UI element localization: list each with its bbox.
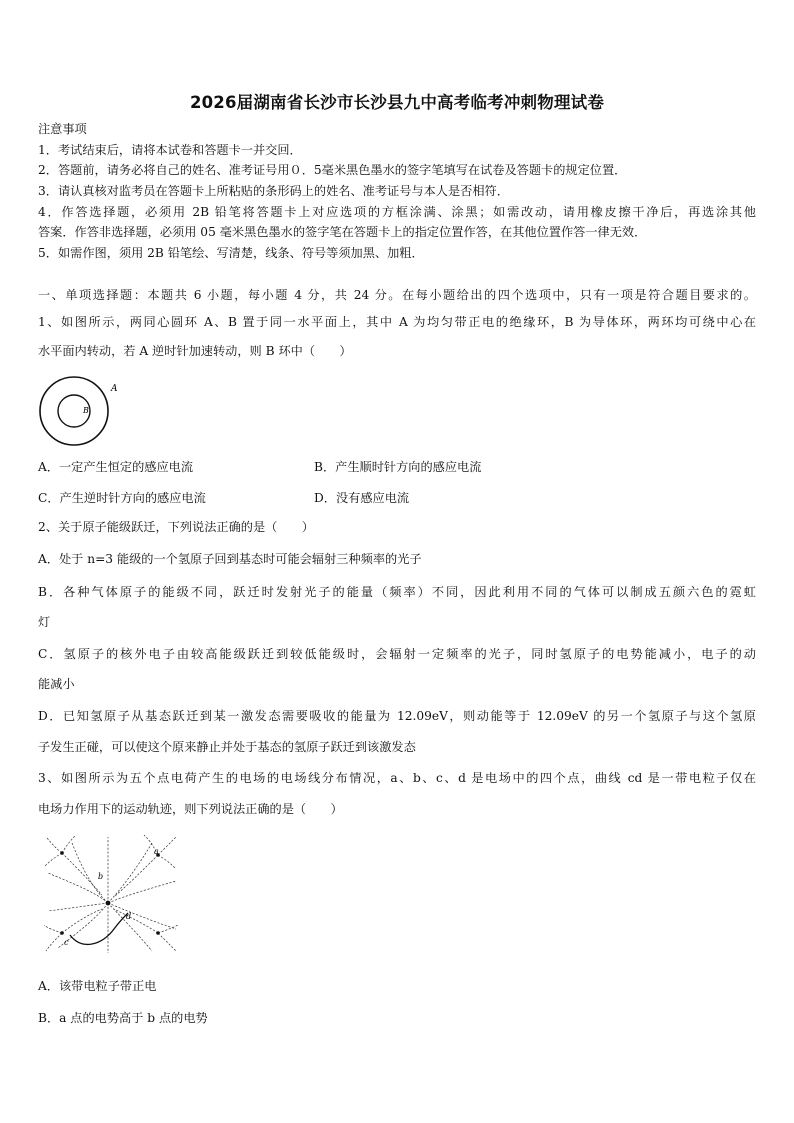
note-item-2: 2．答题前，请务必将自己的姓名、准考证号用０．5毫米黑色墨水的签字笔填写在试卷及答题卡的规定位置．: [38, 163, 627, 177]
question-1-option-c: C．产生逆时针方向的感应电流: [38, 491, 206, 505]
question-1-stem-line-2: 水平面内转动，若 A 逆时针加速转动，则 B 环中（ ）: [38, 344, 352, 358]
question-1-option-d: D．没有感应电流: [314, 491, 410, 505]
section-heading: 一、单项选择题：本题共 6 小题，每小题 4 分，共 24 分。在每小题给出的四个选项中，只有一项是符合题目要求的。: [38, 288, 756, 302]
point-a-label: a: [154, 847, 159, 856]
page-title: 2026届湖南省长沙市长沙县九中高考临考冲刺物理试卷: [189, 93, 605, 112]
ring-a: [40, 377, 108, 445]
question-3-option-a: A．该带电粒子带正电: [38, 979, 157, 993]
note-item-4-line-2: 答案．作答非选择题，必须用 05 毫米黑色墨水的签字笔在答题卡上的指定位置作答，在其他位置作答一律无效．: [38, 225, 647, 239]
note-item-3: 3．请认真核对监考员在答题卡上所粘贴的条形码上的姓名、准考证号与本人是否相符．: [38, 184, 509, 198]
question-3-stem-line-2: 电场力作用下的运动轨迹，则下列说法正确的是（ ）: [38, 802, 343, 816]
notes-heading: 注意事项: [38, 122, 87, 136]
particle-trajectory: [70, 913, 128, 944]
concentric-rings-figure: [38, 374, 124, 448]
question-2-option-c-line-1: C．氢原子的核外电子由较高能级跃迁到较低能级时，会辐射一定频率的光子，同时氢原子的电势能减小，电子的动: [38, 647, 756, 661]
question-1-stem-line-1: 1、如图所示，两同心圆环 A、B 置于同一水平面上，其中 A 为均匀带正电的绝缘环，B 为导体环，两环均可绕中心在: [38, 315, 756, 329]
question-1-option-b: B．产生顺时针方向的感应电流: [314, 460, 482, 474]
question-3-stem-line-1: 3、如图所示为五个点电荷产生的电场的电场线分布情况，a、b、c、d 是电场中的四个点，曲线 cd 是一带电粒子仅在: [38, 771, 756, 785]
point-c-label: c: [64, 938, 69, 947]
question-2-option-d-line-1: D．已知氢原子从基态跃迁到某一激发态需要吸收的能量为 12.09eV，则动能等于 12.09eV 的另一个氢原子与这个氢原: [38, 709, 756, 723]
question-3-option-b: B．a 点的电势高于 b 点的电势: [38, 1011, 208, 1025]
central-charge: [106, 901, 111, 906]
note-item-4-line-1: 4．作答选择题，必须用 2B 铅笔将答题卡上对应选项的方框涂满、涂黑；如需改动，请用橡皮擦干净后，再选涂其他: [38, 205, 756, 219]
point-d-label: d: [126, 912, 132, 921]
question-2-option-b-line-2: 灯: [38, 615, 51, 629]
ring-b-label: B: [83, 406, 89, 415]
question-2-option-b-line-1: B．各种气体原子的能级不同，跃迁时发射光子的能量（频率）不同，因此利用不同的气体可以制成五颜六色的霓虹: [38, 585, 756, 599]
ring-a-label: A: [111, 384, 118, 394]
note-item-1: 1．考试结束后，请将本试卷和答题卡一并交回．: [38, 143, 302, 157]
question-1-option-a: A．一定产生恒定的感应电流: [38, 460, 194, 474]
question-2-option-d-line-2: 子发生正碰，可以使这个原来静止并处于基态的氢原子跃迁到该激发态: [38, 740, 416, 754]
question-2-option-a: A．处于 n=3 能级的一个氢原子回到基态时可能会辐射三种频率的光子: [38, 552, 422, 566]
electric-field-lines-figure: [42, 833, 180, 955]
point-b-label: b: [98, 872, 104, 881]
question-2-stem: 2、关于原子能级跃迁，下列说法正确的是（ ）: [38, 520, 314, 534]
note-item-5: 5．如需作图，须用 2B 铅笔绘、写清楚，线条、符号等须加黑、加粗．: [38, 246, 424, 260]
question-2-option-c-line-2: 能减小: [38, 677, 75, 691]
